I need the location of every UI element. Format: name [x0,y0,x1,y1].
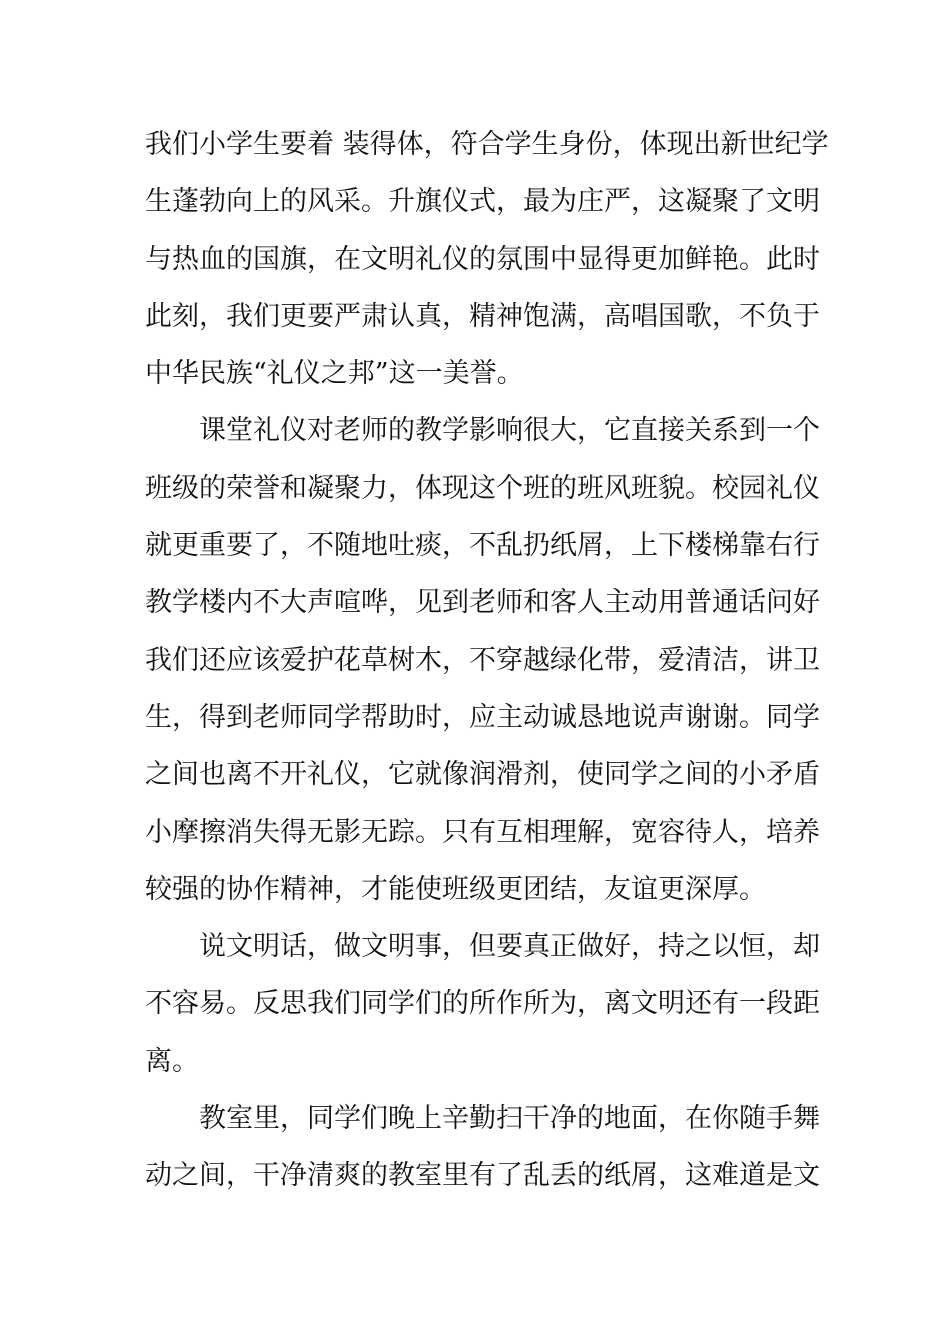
text-line: 我们还应该爱护花草树木，不穿越绿化带，爱清洁，讲卫 [145,644,820,676]
paragraph-start-line: 教室里，同学们晚上辛勤扫干净的地面，在你随手舞 [199,1103,820,1135]
text-line: 离。 [145,1045,199,1077]
text-line: 教学楼内不大声喧哗，见到老师和客人主动用普通话问好 [145,587,820,619]
text-line: 我们小学生要着 装得体，符合学生身份，体现出新世纪学 [145,129,829,160]
text-line: 此刻，我们更要严肃认真，精神饱满，高唱国歌，不负于 [145,300,820,332]
text-line: 不容易。反思我们同学们的所作所为，离文明还有一段距 [145,988,820,1020]
text-line: 就更重要了，不随地吐痰，不乱扔纸屑，上下楼梯靠右行 [145,530,820,562]
text-line: 动之间，干净清爽的教室里有了乱丢的纸屑，这难道是文 [145,1160,820,1192]
text-line: 生蓬勃向上的风采。升旗仪式，最为庄严，这凝聚了文明 [145,186,820,218]
text-line: 班级的荣誉和凝聚力，体现这个班的班风班貌。校园礼仪 [145,472,820,504]
paragraph-start-line: 课堂礼仪对老师的教学影响很大，它直接关系到一个 [199,415,820,447]
text-line: 较强的协作精神，才能使班级更团结，友谊更深厚。 [145,873,766,905]
body-text [145,116,829,1205]
text-line: 中华民族“礼仪之邦”这一美誉。 [145,358,524,390]
paragraph-start-line: 说文明话，做文明事，但要真正做好，持之以恒，却 [199,931,820,963]
text-line: 与热血的国旗，在文明礼仪的氛围中显得更加鲜艳。此时 [145,243,820,275]
text-line: 之间也离不开礼仪，它就像润滑剂，使同学之间的小矛盾 [145,759,820,791]
text-line: 小摩擦消失得无影无踪。只有互相理解，宽容待人，培养 [145,816,820,848]
text-line: 生，得到老师同学帮助时，应主动诚恳地说声谢谢。同学 [145,701,820,733]
